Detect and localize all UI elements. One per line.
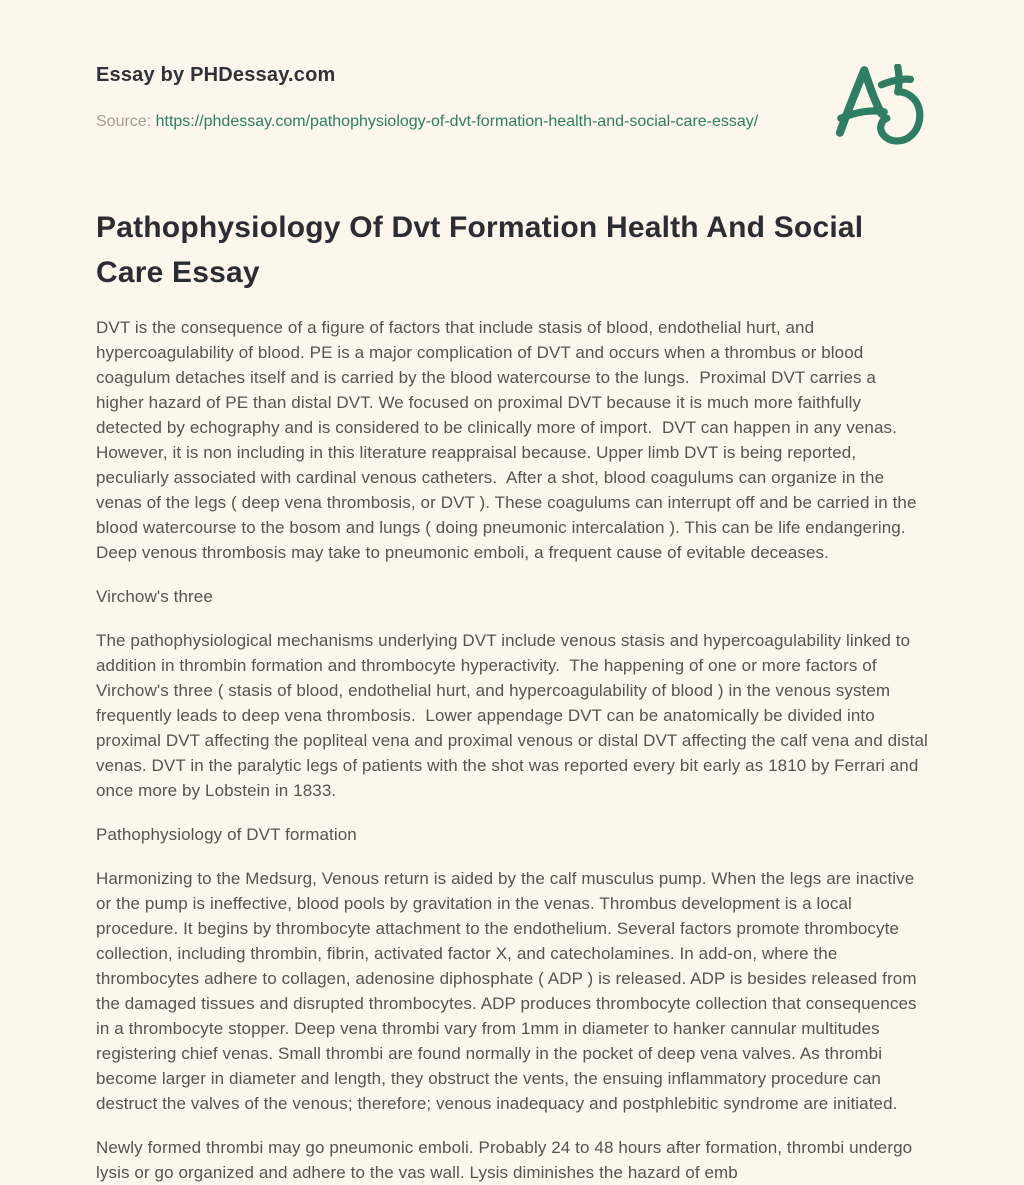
essay-paragraph: DVT is the consequence of a figure of factors that include stasis of blood, endothelial hurt, and hypercoagulability of blood. PE is a major complication of DVT and occurs when a thrombus or blood coagulum detaches itself and is carried by the blood watercourse to the lungs. Proximal DVT carries a higher hazard of PE than distal DVT. We focused on proximal DVT because it is much more faithfully detected by echography and is considered to be clinically more of import. DVT can happen in any venas. However, it is non including in this literature reappraisal because. Upper limb DVT is being reported, peculiarly associated with cardinal venous catheters. After a shot, blood coagulums can organize in the venas of the legs ( deep vena thrombosis, or DVT ). These coagulums can interrupt off and be carried in the blood watercourse to the bosom and lungs ( doing pneumonic intercalation ). This can be life endangering. Deep venous thrombosis may take to pneumonic emboli, a frequent cause of evitable deceases. <box>96 318 922 562</box>
source-label: Source: <box>96 113 152 130</box>
phdessay-a-plus-logo-icon <box>836 64 936 158</box>
site-heading: Essay by PHDessay.com <box>96 64 336 86</box>
essay-body <box>96 315 933 1185</box>
essay-subheading-pathophysiology: Pathophysiology of DVT formation <box>96 825 357 844</box>
source-link[interactable]: https://phdessay.com/pathophysiology-of-dvt-formation-health-and-social-care-essay/ <box>155 113 759 130</box>
source-line <box>96 108 786 135</box>
essay-paragraph: Harmonizing to the Medsurg, Venous return is aided by the calf musculus pump. When the legs are inactive or the pump is ineffective, blood pools by gravitation in the venas. Thrombus development is a local procedure. It begins by thrombocyte attachment to the endothelium. Several factors promote thrombocyte collection, including thrombin, fibrin, activated factor X, and catecholamines. In add-on, where the thrombocytes adhere to collagen, adenosine diphosphate ( ADP ) is released. ADP is besides released from the damaged tissues and disrupted thrombocytes. ADP produces thrombocyte collection that consequences in a thrombocyte stopper. Deep vena thrombi vary from 1mm in diameter to hanker cannular multitudes registering chief venas. Small thrombi are found normally in the pocket of deep vena valves. As thrombi become larger in diameter and length, they obstruct the vents, the ensuing inflammatory procedure can destruct the valves of the venous; therefore; venous inadequacy and postphlebitic syndrome are initiated. <box>96 869 922 1113</box>
essay-paragraph: Newly formed thrombi may go pneumonic emboli. Probably 24 to 48 hours after formation, thrombi undergo lysis or go organized and adhere to the vas wall. Lysis diminishes the hazard of emb <box>96 1138 918 1182</box>
essay-subheading-virchows-three: Virchow's three <box>96 587 213 606</box>
essay-paragraph: The pathophysiological mechanisms underlying DVT include venous stasis and hypercoagulability linked to addition in thrombin formation and thrombocyte hyperactivity. The happening of one or more factors of Virchow's three ( stasis of blood, endothelial hurt, and hypercoagulability of blood ) in the venous system frequently leads to deep vena thrombosis. Lower appendage DVT can be anatomically be divided into proximal DVT affecting the popliteal vena and proximal venous or distal DVT affecting the calf vena and distal venas. DVT in the paralytic legs of patients with the shot was reported every bit early as 1810 by Ferrari and once more by Lobstein in 1833. <box>96 631 933 800</box>
essay-title: Pathophysiology Of Dvt Formation Health And Social Care Essay <box>96 211 864 289</box>
